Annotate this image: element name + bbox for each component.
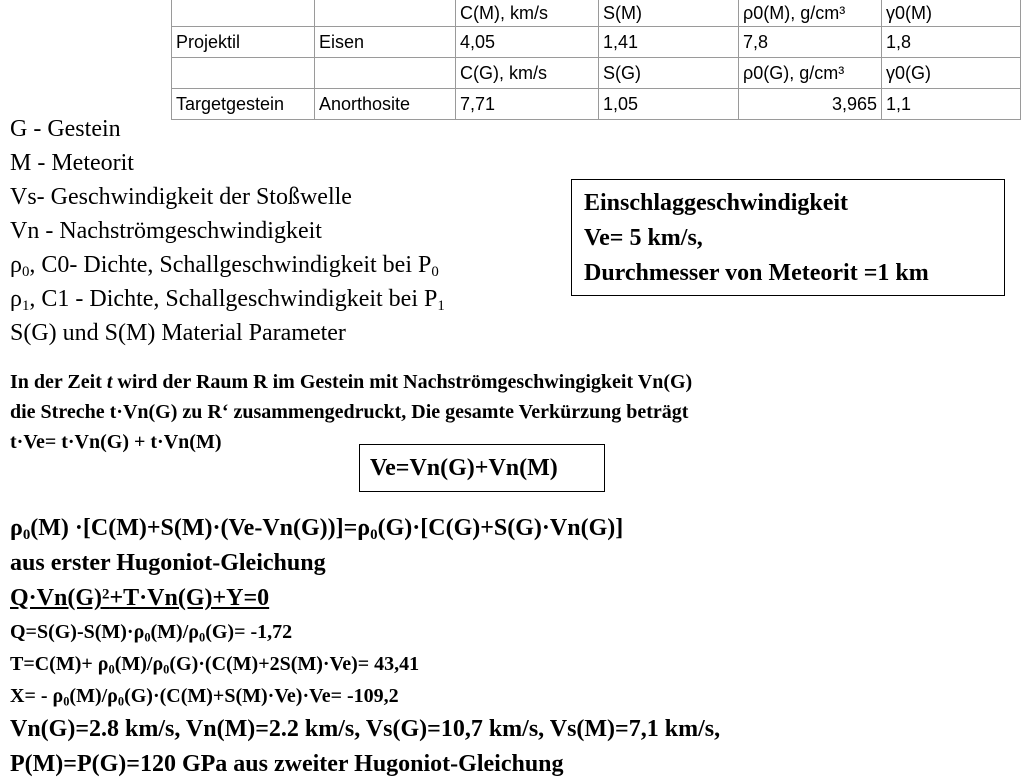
table-cell [315, 0, 456, 27]
table-row [172, 0, 1021, 27]
text: ρ [10, 286, 22, 312]
table-cell [172, 0, 315, 27]
table-cell: γ0(M) [882, 0, 1021, 27]
table-cell: 7,8 [739, 27, 882, 58]
table-cell [172, 58, 315, 89]
infobox-diameter: Durchmesser von Meteorit =1 km [584, 260, 929, 286]
equations-block [10, 511, 720, 782]
table-row [172, 27, 1021, 58]
text: +T·Vn(G)+Y=0 [109, 585, 270, 611]
table-cell: S(G) [599, 58, 739, 89]
quadratic-equation [10, 581, 720, 616]
superscript: 2 [102, 586, 110, 603]
text: Q=S(G)-S(M)·ρ [10, 621, 145, 643]
subscript: 0 [198, 630, 206, 645]
paragraph-line [10, 367, 692, 397]
text: In der Zeit [10, 371, 107, 393]
subscript: 0 [63, 694, 70, 709]
subscript: 0 [21, 264, 30, 281]
time-variable: t [106, 371, 113, 393]
text: Q·Vn(G) [10, 585, 103, 611]
paragraph-line: t·Ve= t·Vn(G) + t·Vn(M) [10, 431, 222, 453]
table-cell: C(G), km/s [456, 58, 599, 89]
text: ρ [10, 515, 23, 541]
text: (M)/ρ [69, 685, 118, 707]
table-cell: Anorthosite [315, 89, 456, 120]
text: (M) ·[C(M)+S(M)·(Ve-Vn(G))]=ρ [30, 515, 371, 541]
text: wird der Raum R im Gestein mit Nachströmgeschwingigkeit Vn(G) [112, 371, 693, 393]
hugoniot-note: aus erster Hugoniot-Gleichung [10, 550, 326, 576]
legend-line-gestein: G - Gestein [10, 116, 121, 142]
x-coefficient [10, 680, 720, 712]
impact-parameters-box [571, 179, 1005, 296]
paragraph-line: die Streche t·Vn(G) zu R‘ zusammengedruckt, Die gesamte Verkürzung beträgt [10, 401, 689, 423]
text: , C0- Dichte, Schallgeschwindigkeit bei P [29, 252, 432, 278]
infobox-title: Einschlaggeschwindigkeit [584, 190, 849, 216]
pressure-result: P(M)=P(G)=120 GPa aus zweiter Hugoniot-Gleichung [10, 751, 564, 777]
table-cell: Eisen [315, 27, 456, 58]
table-cell: 7,71 [456, 89, 599, 120]
subscript: 0 [108, 662, 115, 677]
subscript: 0 [117, 694, 125, 709]
text: (G)·(C(M)+2S(M)·Ve)= 43,41 [169, 653, 420, 675]
text: ρ [10, 252, 22, 278]
legend-line-stosswelle: Vs- Geschwindigkeit der Stoßwelle [10, 184, 352, 210]
table-cell: ρ0(M), g/cm³ [739, 0, 882, 27]
subscript: 0 [22, 527, 31, 544]
legend-definitions [10, 112, 445, 350]
table-cell: γ0(G) [882, 58, 1021, 89]
text: (G)= -1,72 [205, 621, 293, 643]
q-coefficient [10, 616, 720, 648]
table-row [172, 58, 1021, 89]
table-cell: Targetgestein [172, 89, 315, 120]
text: (G)·[C(G)+S(G)·Vn(G)] [377, 515, 624, 541]
table-cell: 3,965 [739, 89, 882, 120]
text: (M)/ρ [114, 653, 164, 675]
subscript: 0 [144, 630, 151, 645]
table-cell: 1,8 [882, 27, 1021, 58]
table-cell: 1,1 [882, 89, 1021, 120]
text: X= - ρ [10, 685, 64, 707]
velocity-sum-box: Ve=Vn(G)+Vn(M) [359, 444, 605, 492]
material-parameter-table [171, 0, 1021, 120]
text: , C1 - Dichte, Schallgeschwindigkeit bei P [29, 286, 438, 312]
table-cell: 1,41 [599, 27, 739, 58]
legend-line-meteorit: M - Meteorit [10, 150, 134, 176]
table-cell: C(M), km/s [456, 0, 599, 27]
subscript: 0 [163, 662, 170, 677]
infobox-velocity: Ve= 5 km/s, [584, 225, 703, 251]
table-cell: Projektil [172, 27, 315, 58]
table-cell: ρ0(G), g/cm³ [739, 58, 882, 89]
table-cell: 1,05 [599, 89, 739, 120]
text: (G)·(C(M)+S(M)·Ve)·Ve= -109,2 [124, 685, 399, 707]
momentum-equation [10, 511, 720, 546]
subscript: 1 [21, 298, 30, 315]
text: T=C(M)+ ρ [10, 653, 109, 675]
legend-line-rho0 [10, 248, 445, 282]
t-coefficient [10, 648, 720, 680]
table-cell: S(M) [599, 0, 739, 27]
subscript: 1 [437, 298, 445, 315]
legend-line-nachstroem: Vn - Nachströmgeschwindigkeit [10, 218, 322, 244]
text: (M)/ρ [150, 621, 199, 643]
subscript: 0 [431, 264, 439, 281]
table-cell [315, 58, 456, 89]
table-cell: 4,05 [456, 27, 599, 58]
velocity-results: Vn(G)=2.8 km/s, Vn(M)=2.2 km/s, Vs(G)=10,7 km/s, Vs(M)=7,1 km/s, [10, 716, 721, 742]
legend-line-material-parameter: S(G) und S(M) Material Parameter [10, 320, 346, 346]
legend-line-rho1 [10, 282, 445, 316]
subscript: 0 [370, 527, 378, 544]
